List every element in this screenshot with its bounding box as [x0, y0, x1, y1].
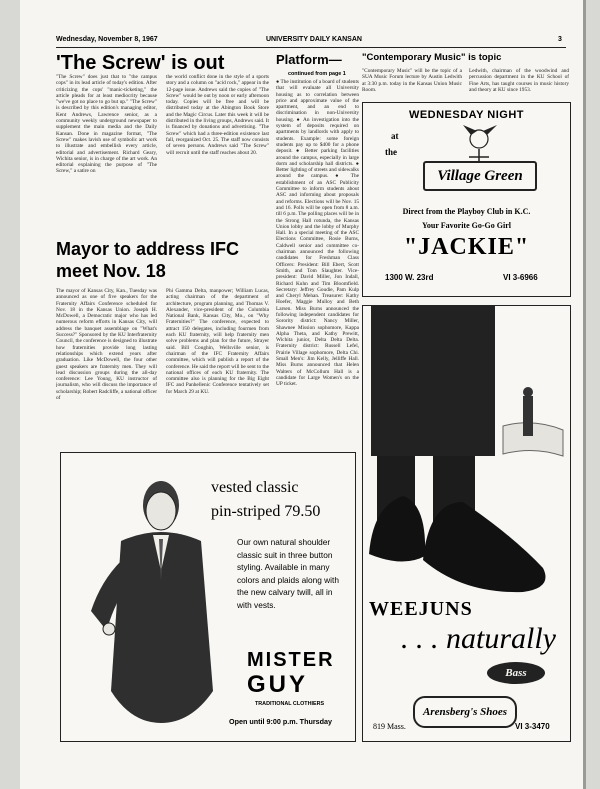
ad-direct-from: Direct from the Playboy Club in K.C.	[402, 207, 531, 216]
mister-guy-hours: Open until 9:00 p.m. Thursday	[229, 717, 333, 726]
suit-description: Our own natural shoulder classic suit in three button styling. Available in many colors and plaids along with the new calvary twill, all in with vests.	[237, 537, 339, 610]
screw-headline-wrap	[56, 52, 271, 72]
ad-address: 1300 W. 23rd	[385, 273, 434, 282]
store-phone: VI 3-3470	[515, 722, 550, 731]
weejuns-ad	[362, 305, 571, 742]
header-rule	[56, 47, 566, 48]
store-address: 819 Mass.	[373, 722, 406, 731]
mister-guy-logo-top: MISTER	[247, 649, 335, 671]
screw-headline: 'The Screw' is out	[56, 52, 225, 72]
ad-wednesday-night: WEDNESDAY NIGHT	[408, 109, 525, 121]
suited-man-illustration	[71, 461, 221, 733]
mayor-headline-wrap	[56, 238, 271, 284]
platform-headline: Platform—	[276, 52, 342, 67]
weejuns-slogan: . . . naturally	[401, 622, 556, 655]
ad-phone: VI 3-6966	[503, 273, 538, 282]
contemporary-headline: "Contemporary Music" is topic	[362, 52, 502, 63]
suit-headline-1: vested classic	[211, 479, 299, 496]
suit-headline-2: pin-striped 79.50	[211, 503, 321, 520]
contemporary-headline-wrap	[362, 52, 568, 66]
mister-guy-logo-bottom: GUY	[247, 671, 309, 698]
issue-date: Wednesday, November 8, 1967	[56, 36, 158, 43]
mayor-body-col1: The mayor of Kansas City, Kan., Tuesday was announced as one of five speakers for the Fraternity Affairs Conference scheduled for Nov. 18 in the Kansas Union. Joseph H. McDowell, a Democratic major who has led numerous reform efforts in Kansas City, will address the banquet assemblage on "What's Success?" Sponsored by the KU Interfraternity Council, the conference is designed to illustrate how fraternities provide long lasting relationships which extend years after graduation. Like McDowell, the four other guest speakers are fraternity men. They will lead discussion groups during the all-day conference: Lee Young, KU instructor of journalism, who will discuss the importance of scholarship; Robert Radcliffe, a national officer of	[56, 288, 157, 402]
village-green-logo: Village Green	[423, 161, 537, 191]
ad-jackie: "JACKIE"	[403, 234, 530, 260]
mayor-body-col2: Phi Gamma Delta, manpower; William Lucas, acting chairman of the department of architecture, program planning, and Thomas V. Alexander, vice-president of the Columbia National Bank, Kansas City, Mo., on "Why Fraternities?" The conference, expected to attract 150 delegates, including fourmen from each KU fraternity, will help fraternity men solve problems and plan for the future, Strayer said. Bill Coughin, Wellsville senior, is chairman of the IFC Fraternity Affairs committee, which will publish a report of the conference. He said the report will be sent to the national offices of each KU fraternity. The committee also is planning for the Big Eight IFC and Panhellenic Conference tentatively set for March 29 at KU.	[166, 288, 269, 395]
newspaper-page	[20, 0, 586, 789]
screw-body-col2: the world conflict done in the style of a sports story and a column on "acid rock," appear in the 12-page issue. Andrews said the copies of "The Screw" would be out by noon or early afternoon today. Copies will be free and will be distributed today at the Abington Book Store and the Magic Circus. Later this week it will be distributed in the living groups, Andrews said. It is financed by donations and advertising. "The Screw" which had a three-edition existence last fall, reorganized Oct. 25. The staff now consists of seven persons. Andrews said "The Screw" will recruit until the staff reaches about 20.	[166, 74, 269, 156]
platform-headline-wrap	[276, 52, 358, 68]
platform-body: ● The institution of a board of students that will evaluate all University housing as to correlation between price and approximate value of the apartment, and an end to discrimination in non-University housing. ● An investigation into the system of deposits required on apartments by landlords with apply to students. Example: some foreign students pay up to $400 for a phone deposit. ● Better parking facilities around the campus, especially in large dorm and scholarship hall districts. ● Better lighting of streets and sidewalks around the campus. ● The establishment of an ASC Publicity Committee to inform students about ASC and informing about proposals and reforms. Elections will be Nov. 15 and 16. Polls will be open from 8 a.m. till 6 p.m. The polling places will be in the Strong Hall rotunda, the Kansas Union lobby and the lobby of Murphy Hall. In a special meeting of the ASC Elections Committee, Rosie Burns, Caldwell senior and committee co-chairman announced the following candidates for Freshman Class Officers: President: Bill Ebert, Scott Smith, and Tom Slaughter. Vice-president: David Miller, Jon Indall, Richard Kuhn and Tim Bloomfield. Secretary: Jeffrey Goudie, Pam Kulp and Cheryl Mehan. Treasurer: Kathy Hoefer, Maggie Mulloy and Beth Larsen. Miss Burns announced the following independent candidates for Sorority district: Nancy Miller, Shawnee Mission sophomore, Kappa Alpha Theta, and Kathy Prewitt, Wichita junior, Delta Delta Delta. Fraternity district: Russell Lefel, Prairie Village sophomore, Delta Chi. Small Men's: Jim Kelly, Jelliffe Hall. Miss Burns announced that Helen Walters of McCollum Hall is a candidate for Large Women's on the UP ticket.	[276, 79, 359, 388]
loafers-illustration	[363, 306, 570, 606]
mayor-headline: Mayor to address IFC meet Nov. 18	[56, 239, 240, 281]
weejuns-brand: WEEJUNS	[369, 598, 473, 620]
contemporary-body-col1: "Contemporary Music" will be the topic of a SUA Music Forum lecture by Austin Ledwith at 3:30 p.m. today in the Kansas Union Music Room.	[362, 68, 462, 93]
ad-at: at	[391, 131, 399, 141]
mister-guy-tagline: TRADITIONAL CLOTHIERS	[255, 701, 325, 707]
contemporary-body-col2: Ledwith, chairman of the woodwind and percussion department in the KU School of Fine Arts, has taught courses in music history and theory at KU since 1953.	[469, 68, 569, 93]
platform-continued: continued from page 1	[288, 71, 346, 77]
page-number: 3	[558, 36, 562, 43]
village-green-ad	[362, 102, 571, 297]
screw-body-col1: "The Screw" does just that to "the campus cops" in its lead article of today's edition. After criticizing the cops' "manic-ticketing," the article pleads for at least mediocrity because "we've got no place to go but up." "The Screw" is described by this edition's managing editor, Kent Andrews, Lawrence senior, as a community weekly underground newspaper to supplement the main media and the Daily Kansan. Done in magazine format, "The Screw" makes lavish use of symbolic art work to illustrate and embellish every article, editorial and advertisement. Richard Geary, Wichita senior, is in charge of the art work. An editorial explaining the purpose of "The Screw," a satire on	[56, 74, 157, 175]
mister-guy-ad	[60, 452, 356, 742]
newspaper-name: UNIVERSITY DAILY KANSAN	[266, 36, 362, 43]
ad-the: the	[385, 147, 397, 157]
bass-logo: Bass	[487, 662, 545, 684]
arensbergs-logo: Arensberg's Shoes	[413, 696, 517, 728]
ad-favorite: Your Favorite Go-Go Girl	[422, 221, 511, 230]
